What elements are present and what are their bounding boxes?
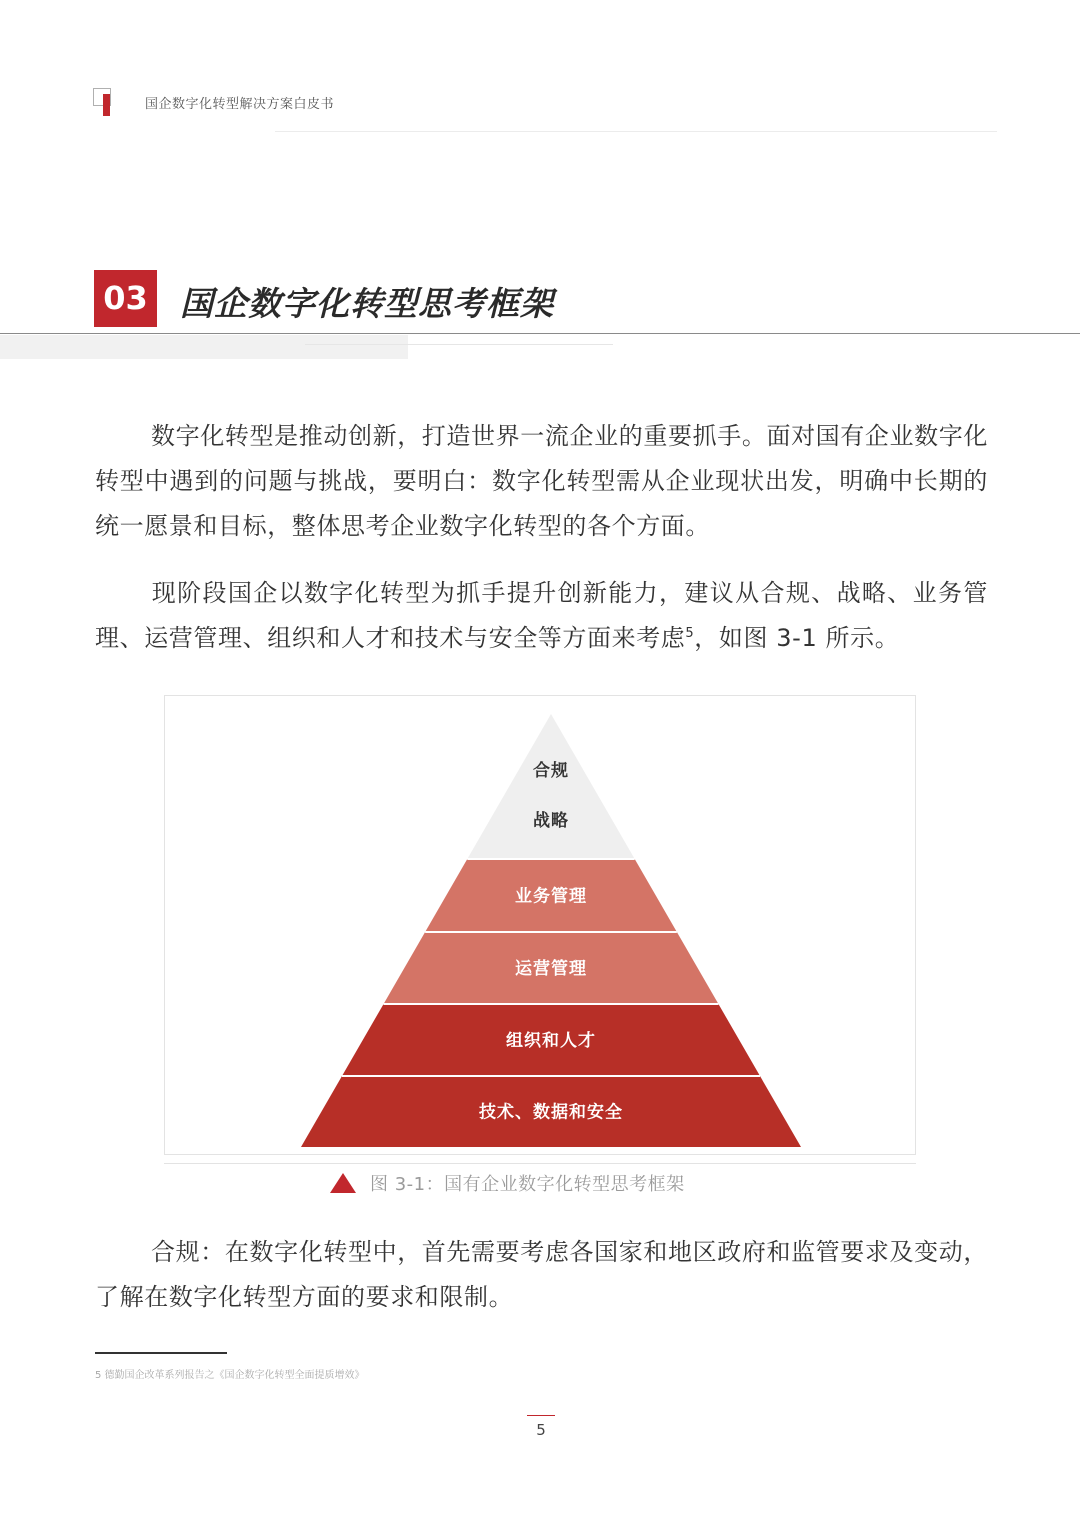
paragraph-text: 数字化转型是推动创新，打造世界一流企业的重要抓手。面对国有企业数字化转型中遇到的问题与挑战，要明白：数字化转型需从企业现状出发，明确中长期的统一愿景和目标，整体思考企业数字化转型的各个方面。 [95,422,988,540]
pyramid-level-label: 业务管理 [515,886,587,907]
footnote-ref[interactable]: 5 [685,626,695,641]
section-divider-shade [0,335,408,359]
caption-triangle-icon [330,1173,356,1193]
footnote-text: 5 德勤国企改革系列报告之《国企数字化转型全面提质增效》 [95,1370,365,1381]
paragraph-text: 现阶段国企以数字化转型为抓手提升创新能力，建议从合规、战略、业务管理、运营管理、组织和人才和技术与安全等方面来考虑 [95,579,988,652]
figure-divider [164,1163,916,1164]
running-header-title: 国企数字化转型解决方案白皮书 [145,97,335,112]
figure-caption [330,1170,685,1196]
section-number-badge: 03 [94,270,157,327]
paragraph-text: 合规：在数字化转型中，首先需要考虑各国家和地区政府和监管要求及变动，了解在数字化转型方面的要求和限制。 [95,1238,988,1311]
pyramid-diagram [165,696,917,1156]
pyramid-level-label: 技术、数据和安全 [479,1102,623,1123]
page-number: 5 [536,1421,546,1439]
body-paragraph-intro [95,414,988,549]
section-title: 国企数字化转型思考框架 [180,284,554,323]
brand-logo-icon [93,88,115,116]
pyramid-level-label: 运营管理 [515,959,587,979]
pyramid-level-label: 组织和人才 [506,1031,596,1051]
figure-frame [164,695,916,1155]
page-number-rule [527,1415,555,1416]
pyramid-level-label: 合规 [533,761,569,781]
figure-caption-text: 图 3-1：国有企业数字化转型思考框架 [370,1174,685,1195]
body-paragraph-aspects [95,571,988,661]
footnote-divider [95,1352,227,1354]
header-divider [275,131,997,132]
pyramid-level-label: 战略 [533,811,569,831]
section-divider-accent [305,344,613,345]
body-paragraph-compliance [95,1230,988,1320]
section-divider [0,333,1080,334]
paragraph-text: ，如图 3-1 所示。 [694,624,900,652]
